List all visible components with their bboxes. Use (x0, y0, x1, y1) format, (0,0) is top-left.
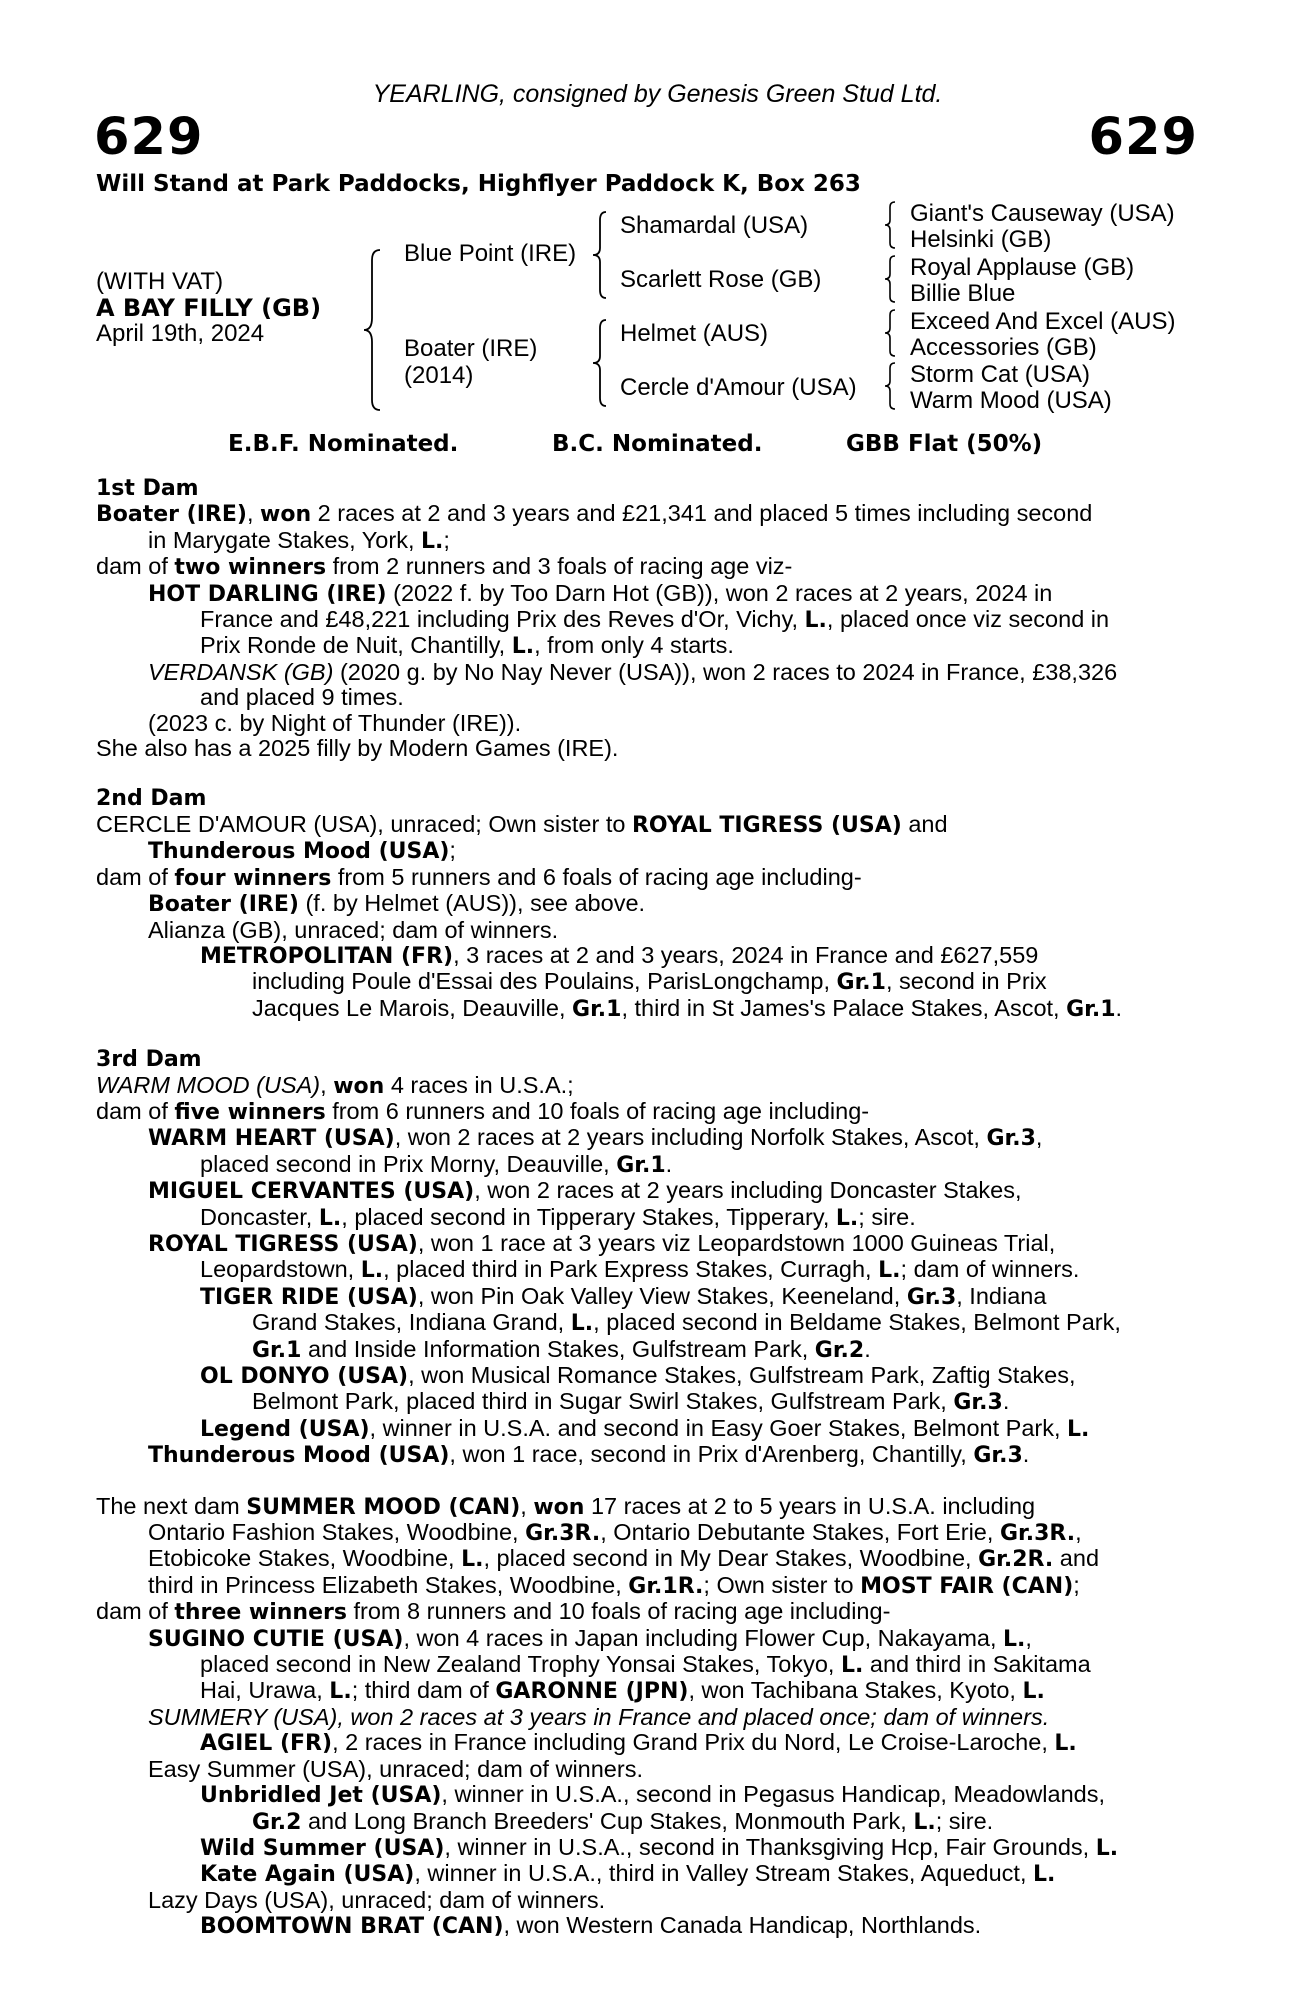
first-dam-line: in Marygate Stakes, York, L.; (148, 526, 450, 554)
first-dam-heading: 1st Dam (96, 476, 199, 501)
progeny-line: Alianza (GB), unraced; dam of winners. (148, 916, 559, 943)
pedigree-brace-3a (882, 200, 898, 250)
second-dam-line: Thunderous Mood (USA); (148, 837, 456, 865)
progeny-line: BOOMTOWN BRAT (CAN), won Western Canada Handicap, Northlands. (200, 1912, 982, 1940)
pedigree-brace-main (360, 248, 384, 412)
dam-sire-sire: Exceed And Excel (AUS) (910, 308, 1176, 335)
dam-dam-sire: Storm Cat (USA) (910, 361, 1091, 388)
progeny-line: (2023 c. by Night of Thunder (IRE)). (148, 709, 522, 736)
progeny-line: TIGER RIDE (USA), won Pin Oak Valley View Stakes, Keeneland, Gr.3, Indiana (200, 1282, 1047, 1310)
second-dam-line: CERCLE D'AMOUR (USA), unraced; Own sister to ROYAL TIGRESS (USA) and (96, 810, 948, 838)
sire-sire: Shamardal (USA) (620, 212, 809, 239)
pedigree-brace-sire (590, 210, 610, 300)
sire-name: Blue Point (IRE) (404, 240, 577, 267)
lot-number-left: 629 (94, 108, 204, 167)
progeny-line: Thunderous Mood (USA), won 1 race, second in Prix d'Arenberg, Chantilly, Gr.3. (148, 1441, 1030, 1469)
first-dam-line: dam of two winners from 2 runners and 3 foals of racing age viz- (96, 553, 793, 581)
progeny-line: Leopardstown, L., placed third in Park Express Stakes, Curragh, L.; dam of winners. (200, 1256, 1080, 1284)
second-dam-heading: 2nd Dam (96, 786, 207, 812)
ebf-nomination: E.B.F. Nominated. (228, 431, 459, 457)
dam-dam: Cercle d'Amour (USA) (620, 374, 857, 401)
progeny-line: Unbridled Jet (USA), winner in U.S.A., second in Pegasus Handicap, Meadowlands, (200, 1781, 1106, 1809)
progeny-line: Easy Summer (USA), unraced; dam of winners. (148, 1755, 643, 1782)
progeny-line: Prix Ronde de Nuit, Chantilly, L., from only 4 starts. (200, 632, 734, 660)
bc-nomination: B.C. Nominated. (552, 431, 763, 457)
stand-location: Will Stand at Park Paddocks, Highflyer Paddock K, Box 263 (96, 171, 861, 197)
sire-dam-dam: Billie Blue (910, 280, 1016, 307)
progeny-line: AGIEL (FR), 2 races in France including Grand Prix du Nord, Le Croise-Laroche, L. (200, 1729, 1077, 1757)
progeny-line: VERDANSK (GB) (2020 g. by No Nay Never (USA)), won 2 races to 2024 in France, £38,326 (148, 658, 1118, 685)
next-dam-line: dam of three winners from 8 runners and 10 foals of racing age including- (96, 1598, 891, 1626)
progeny-line: including Poule d'Essai des Poulains, ParisLongchamp, Gr.1, second in Prix (252, 968, 1047, 996)
foaling-date: April 19th, 2024 (96, 320, 265, 347)
progeny-line: HOT DARLING (IRE) (2022 f. by Too Darn Hot (GB)), won 2 races at 2 years, 2024 in (148, 579, 1053, 607)
catalogue-body (96, 476, 1200, 1940)
progeny-line: Boater (IRE) (f. by Helmet (AUS)), see above. (148, 890, 646, 918)
next-dam-line: Etobicoke Stakes, Woodbine, L., placed second in My Dear Stakes, Woodbine, Gr.2R. and (148, 1545, 1100, 1573)
progeny-line: Kate Again (USA), winner in U.S.A., third in Valley Stream Stakes, Aqueduct, L. (200, 1860, 1056, 1888)
next-dam-line: Ontario Fashion Stakes, Woodbine, Gr.3R., Ontario Debutante Stakes, Fort Erie, Gr.3R., (148, 1519, 1082, 1547)
progeny-line: MIGUEL CERVANTES (USA), won 2 races at 2 years including Doncaster Stakes, (148, 1177, 1022, 1205)
progeny-line: Grand Stakes, Indiana Grand, L., placed second in Beldame Stakes, Belmont Park, (252, 1309, 1121, 1337)
progeny-line: Jacques Le Marois, Deauville, Gr.1, third in St James's Palace Stakes, Ascot, Gr.1. (252, 994, 1123, 1022)
consignment-line: YEARLING, consigned by Genesis Green Stud Ltd. (372, 80, 943, 108)
third-dam-heading: 3rd Dam (96, 1047, 202, 1073)
progeny-line: Lazy Days (USA), unraced; dam of winners. (148, 1886, 606, 1913)
next-dam-line: third in Princess Elizabeth Stakes, Woodbine, Gr.1R.; Own sister to MOST FAIR (CAN); (148, 1571, 1080, 1599)
progeny-line: OL DONYO (USA), won Musical Romance Stakes, Gulfstream Park, Zaftig Stakes, (200, 1362, 1076, 1389)
progeny-line: She also has a 2025 filly by Modern Games (IRE). (96, 735, 619, 762)
third-dam-line: WARM MOOD (USA), won 4 races in U.S.A.; (96, 1071, 574, 1099)
progeny-line: SUMMERY (USA), won 2 races at 3 years in France and placed once; dam of winners. (148, 1703, 1050, 1730)
progeny-line: Legend (USA), winner in U.S.A. and second in Easy Goer Stakes, Belmont Park, L. (200, 1414, 1090, 1442)
progeny-line: placed second in New Zealand Trophy Yonsai Stakes, Tokyo, L. and third in Sakitama (200, 1651, 1091, 1679)
progeny-line: and placed 9 times. (200, 684, 404, 711)
progeny-line: France and £48,221 including Prix des Reves d'Or, Vichy, L., placed once viz second in (200, 606, 1110, 634)
dam-year: (2014) (404, 362, 474, 389)
sire-sire-dam: Helsinki (GB) (910, 226, 1052, 253)
lot-horse-name: A BAY FILLY (GB) (96, 294, 322, 322)
vat-label: (WITH VAT) (96, 268, 224, 295)
progeny-line: placed second in Prix Morny, Deauville, Gr.1. (200, 1150, 673, 1178)
pedigree-brace-3b (882, 254, 898, 304)
progeny-line: Gr.2 and Long Branch Breeders' Cup Stakes, Monmouth Park, L.; sire. (252, 1807, 994, 1835)
progeny-line: Wild Summer (USA), winner in U.S.A., second in Thanksgiving Hcp, Fair Grounds, L. (200, 1833, 1119, 1861)
progeny-line: SUGINO CUTIE (USA), won 4 races in Japan including Flower Cup, Nakayama, L., (148, 1624, 1032, 1652)
gbb-flat: GBB Flat (50%) (846, 431, 1043, 457)
sire-dam: Scarlett Rose (GB) (620, 266, 822, 293)
dam-name: Boater (IRE) (404, 335, 538, 362)
third-dam-line: dam of five winners from 6 runners and 10 foals of racing age including- (96, 1097, 870, 1125)
progeny-line: Doncaster, L., placed second in Tipperary Stakes, Tipperary, L.; sire. (200, 1203, 916, 1231)
progeny-line: WARM HEART (USA), won 2 races at 2 years including Norfolk Stakes, Ascot, Gr.3, (148, 1124, 1043, 1152)
progeny-line: METROPOLITAN (FR), 3 races at 2 and 3 years, 2024 in France and £627,559 (200, 941, 1039, 969)
dam-sire-dam: Accessories (GB) (910, 334, 1097, 361)
progeny-line: Hai, Urawa, L.; third dam of GARONNE (JPN), won Tachibana Stakes, Kyoto, L. (200, 1677, 1045, 1705)
second-dam-line: dam of four winners from 5 runners and 6 foals of racing age including- (96, 863, 862, 891)
pedigree-brace-3d (882, 361, 898, 411)
progeny-line: Belmont Park, placed third in Sugar Swirl Stakes, Gulfstream Park, Gr.3. (252, 1388, 1010, 1416)
sire-dam-sire: Royal Applause (GB) (910, 254, 1135, 281)
progeny-line: ROYAL TIGRESS (USA), won 1 race at 3 years viz Leopardstown 1000 Guineas Trial, (148, 1229, 1056, 1257)
progeny-line: Gr.1 and Inside Information Stakes, Gulfstream Park, Gr.2. (252, 1335, 871, 1363)
pedigree-brace-dam (590, 318, 610, 408)
next-dam-line: The next dam SUMMER MOOD (CAN), won 17 races at 2 to 5 years in U.S.A. including (96, 1492, 1036, 1520)
dam-sire: Helmet (AUS) (620, 320, 769, 347)
dam-dam-dam: Warm Mood (USA) (910, 387, 1112, 414)
lot-number-right: 629 (1088, 108, 1198, 167)
pedigree-brace-3c (882, 308, 898, 358)
sire-sire-sire: Giant's Causeway (USA) (910, 200, 1175, 227)
first-dam-line: Boater (IRE), won 2 races at 2 and 3 years and £21,341 and placed 5 times including second (96, 500, 1093, 528)
